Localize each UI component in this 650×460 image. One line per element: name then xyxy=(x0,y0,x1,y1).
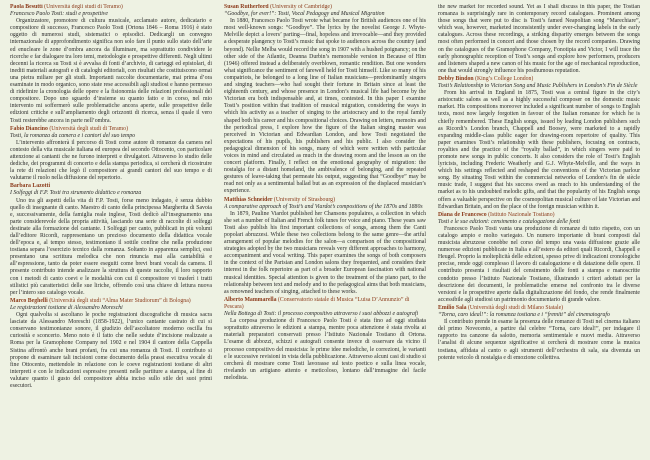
author-name: Diana de Francesco xyxy=(438,211,487,218)
abstract-heading xyxy=(438,305,640,312)
author-name: Marco Beghelli xyxy=(10,297,48,304)
author-name: Debby Bindon xyxy=(438,75,474,82)
column-right xyxy=(438,4,640,458)
author-name: Fabio Diancino xyxy=(10,125,48,132)
abstract-entry xyxy=(438,76,640,211)
abstract-entry xyxy=(10,183,212,297)
abstract-entry xyxy=(224,197,426,296)
abstract-title: “Goodbye, for ever!”: Tosti, Vocal Pedagogy and Musical Migration xyxy=(224,11,385,18)
abstract-entry xyxy=(10,4,212,125)
abstract-entry xyxy=(438,305,640,362)
abstract-body: La corposa produzione di Francesco Paolo Tosti è stata fino ad oggi studiata soprattutto attraverso le edizioni a stampa, mentre poca attenzione è stata rivolta ai materiali preparatori conservati presso l’Istituto Nazionale Tostiano di Ortona. L’esame di abbozzi, schizzi e autografi consente invece di osservare da vicino il processo compositivo del musicista: le prime idee melodiche, le correzioni, le varianti e le successive revisioni in vista della pubblicazione. Attraverso alcuni casi di studio si cercherà di mostrare come Tosti lavorasse sul testo poetico e sulla linea vocale, rivelando un artigiano attento e meticoloso, lontano dall’immagine del facile melodista. xyxy=(224,318,426,381)
abstract-title: Tosti, la romanza da camera e i cantori del suo tempo xyxy=(10,132,136,139)
abstract-heading xyxy=(438,76,640,83)
author-name: Alberto Mammarella xyxy=(224,296,277,303)
column-left xyxy=(10,4,212,458)
abstract-entry xyxy=(438,212,640,304)
abstract-title: “Torna, caro ideal!”: la romanza tostiana e i “fremiti” del cinematografo xyxy=(438,312,610,319)
abstract-body-continued: the new market for recorded sound. Yet as I shall discuss in this paper, the Tostian romanza is surprisingly rare in contemporary record catalogues. Prominent among those songs that were put to disc is Tosti’s famed Neapolitan song “Marechiare”, which was, however, marketed inconsistently under ever-changing labels in the early catalogues. Across these recordings, a striking disparity emerges between the songs most often performed in concert and those chosen by the record companies. Drawing on the catalogues of the Gramophone Company, Fonotipia and Victor, I will trace the early phonographic reception of Tosti’s songs and explore how performers, producers and listeners shaped a new canon of his music for the age of mechanical reproduction, one that would strongly influence his posthumous reputation. xyxy=(438,4,640,74)
abstract-body: From his arrival in England in 1875, Tosti was a central figure in the city’s aristocratic salons as well as a highly successful composer on the domestic music market. His compositions moreover included a significant number of songs to English texts, most now largely forgotten in favour of the Italian romanze for which he is chiefly remembered. These English songs, issued by leading London publishers such as Ricordi’s London branch, Chappell and Boosey, were marketed to a rapidly expanding middle-class public eager for drawing-room repertoire of quality. This paper examines Tosti’s relationship with these publishers, focusing on contracts, royalties and the practice of the “royalty ballad”, in which singers were paid to promote new songs in public concerts. It also considers the role of Tosti’s English lyricists, including Frederic Weatherly and G.J. Whyte-Melville, and the ways in which his settings reflected and reshaped the conventions of the Victorian parlour song. By situating Tosti within the commercial networks of London’s fin de siècle music trade, I suggest that his success owed as much to his understanding of the market as to his undoubted melodic gifts, and that the popularity of his English songs offers a valuable perspective on the cosmopolitan musical culture of late Victorian and Edwardian Britain, and on the place of the foreign musician within it. xyxy=(438,90,640,210)
abstract-body: Il contributo prende in esame la presenza delle romanze di Tosti nel cinema italiano del primo Novecento, a partire dal celebre “Torna, caro ideal!”, per indagare il rapporto tra canzone da salotto, memoria sentimentale e nuovi media. Attraverso l’analisi di alcune sequenze significative si cercherà di mostrare come la musica tostiana, affidata al canto o agli strumenti dell’orchestra di sala, sia divenuta un potente veicolo di nostalgia e di emozione collettiva. xyxy=(438,319,640,361)
abstract-body: Ogni qualvolta si ascoltano le poche registrazioni discografiche di musica sacra lasciate da Alessandro Moreschi (1858-1922), l’unico cantante castrato di cui si conservano testimonianze sonore, il giudizio dell’ascoltatore moderno oscilla fra curiosità e sconcerto. Meno noto è il fatto che nelle sedute d’incisione realizzate a Roma per la Gramophone Company nel 1902 e nel 1904 il cantore della Cappella Sistina affrontò anche brani profani, fra cui una romanza di Tosti. Il contributo si propone di esaminare tali incisioni come documento della prassi esecutiva vocale di fine Ottocento, mettendole in relazione con le coeve registrazioni tostiane di altri interpreti e con le indicazioni espressive presenti nelle partiture a stampa, al fine di valutare quanto il gusto del compositore abbia inciso sullo stile dei suoi primi esecutori. xyxy=(10,312,212,389)
abstract-entry xyxy=(10,298,212,390)
abstract-title: Nella Bottega di Tosti: il processo compositivo attraverso i suoi abbozzi e autografi xyxy=(224,311,419,318)
author-affiliation: (Conservatorio statale di Musica “Luisa D’Annunzio” di Pescara) xyxy=(224,296,410,310)
author-name: Emilio Sala xyxy=(438,304,467,311)
author-affiliation: (Università degli studi di Teramo) xyxy=(49,125,129,132)
author-affiliation: (Istituto Nazionale Tostiano) xyxy=(488,211,555,218)
abstract-heading xyxy=(10,298,212,305)
abstract-body: Organizzatore, promotore di cultura musicale, acclamato autore, dedicatario e compositore di successo, Francesco Paolo Tosti (Ortona 1846 – Roma 1916) è stato oggetto di numerosi studi, sistematici o episodici. Dedicargli un convegno internazionale di approfondimento significa non solo fare il punto sullo stato dell’arte ed enucleare le zone d’ombra ancora da illuminare, ma soprattutto condividere le ricerche e far dialogare tra loro temi, metodologie e prospettive differenti. Negli ultimi decenni la ricerca su Tosti si è avvalsa di fonti d’archivio, di carteggi ed epistolari, di inediti materiali autografi e di cataloghi editoriali, con risultati che costituiscono ormai una pietra miliare per gli studi. Importanti raccolte documentarie, mai prima d’ora esaminate in modo organico, sono state rese accessibili agli studiosi e hanno permesso di ridefinire la cronologia delle opere e la fisionomia delle relazioni professionali del compositore. Dopo uno sguardo d’insieme su quanto fatto e in corso, nel mio intervento mi soffermerò sulle problematiche ancora aperte, sulle prospettive delle edizioni critiche e sull’ampliamento degli orizzonti di ricerca, senza il quale il vero Tosti resterebbe ancora in parte nell’ombra. xyxy=(10,18,212,124)
abstract-title: Francesco Paolo Tosti: studi e prospettive xyxy=(10,11,108,18)
author-affiliation: (University of Cambridge) xyxy=(270,4,332,10)
author-name: Matthias Schneider xyxy=(224,196,273,203)
abstract-title: Tosti’s Relationship to Victorian Song and Music Publishers in London’s Fin de Siècle xyxy=(438,83,638,90)
abstract-title: Le registrazioni tostiane di Alessandro Moreschi xyxy=(10,304,123,311)
author-affiliation: (Università degli studi di Teramo) xyxy=(44,4,123,10)
abstract-body: Francesco Paolo Tosti vanta una produzione di romanze di tutto rispetto, con un catalogo ampio e molto variegato. Un numero importante di brani composti dal musicista abruzzese conobbe nel corso del tempo una vasta diffusione grazie alle numerose edizioni pubblicate in Italia e all’estero da editori quali Ricordi, Chappell e Heugel. Proprio la molteplicità delle edizioni, spesso prive di indicazioni cronologiche precise, rende oggi complesso il lavoro di catalogazione e di datazione delle opere. Il contributo presenta i risultati del censimento delle fonti a stampa e manoscritte condotto presso l’Istituto Nazionale Tostiano, illustrando i criteri adottati per la descrizione dei documenti, le problematiche emerse nel confronto tra le diverse versioni e le prospettive aperte dalla digitalizzazione del fondo, che rende finalmente accessibile agli studiosi un patrimonio documentario di grande valore. xyxy=(438,225,640,303)
abstract-heading xyxy=(10,126,212,133)
abstract-heading xyxy=(224,197,426,204)
abstract-heading xyxy=(10,4,212,11)
author-name: Paola Besutti xyxy=(10,4,43,10)
abstract-title: Tosti e le sue edizioni: censimento e catalogazione delle fonti xyxy=(438,218,580,225)
abstract-body: In 1880, Francesco Paolo Tosti wrote what became for British audiences one of his most well-known songs: “Goodbye”. The lyrics by the novelist George J. Whyte-Melville depict a lovers’ parting—final, hopeless and irrevocable—and they provided a desperate plangency to Tosti’s music that spoke to audiences across the country (and beyond). Nellie Melba would record the song in 1907 with a hushed poignancy; on the other side of the Atlantic, Deanna Durbin’s memorable version in Because of Him (1946) offered instead a deliberately overblown, romantic rendition. But one wonders what significance the sentiment of farewell held for Tosti himself. Like so many of his compatriots, he belonged to a long line of Italian musicians—predominantly singers and singing teachers—who had sought their fortune in Britain since at least the eighteenth century, and whose presence in London’s musical life had become by the Victorian era both indispensable and, at times, contested. In this paper I examine Tosti’s position within that tradition of musical migration, considering the ways in which his activity as a teacher of singing to the aristocracy and to the royal family shaped both his career and his compositional choices. Drawing on letters, memoirs and the periodical press, I explore how the figure of the Italian singing master was perceived in Victorian and Edwardian London, and how Tosti negotiated the expectations of his pupils, his publishers and his public. I also consider the pedagogical dimension of his songs, many of which were written with particular voices in mind and circulated as much in the drawing room and the lesson as on the concert platform. Finally, I reflect on the emotional geography of migration: the nostalgia for a distant homeland, the ambivalence of belonging, and the repeated gestures of leave-taking that permeate his output, suggesting that “Goodbye” may be read not only as a sentimental ballad but as an expression of the displaced musician’s experience. xyxy=(224,18,426,195)
abstract-heading xyxy=(438,212,640,219)
author-affiliation: (University of Strasbourg) xyxy=(273,196,335,203)
abstract-heading xyxy=(224,297,426,311)
abstract-body: Uno tra gli aspetti della vita di F.P. Tosti, forse meno indagato, è senza dubbio quello di insegnante di canto. Maestro di canto della principessa Margherita di Savoia e, successivamente, della famiglia reale inglese, Tosti dedicò all’insegnamento una parte considerevole della propria attività, lasciando una serie di raccolte di solfeggi destinate alla formazione del cantante. I Solfeggi per canto, pubblicati in più volumi dall’editore Ricordi, rappresentano un prezioso documento della didattica vocale dell’epoca e, al tempo stesso, testimoniano il sottile confine che nella produzione tostiana separa l’esercizio tecnico dalla romanza. Soltanto in apparenza semplici, essi presentano una scrittura melodica che non rinuncia mai alla cantabilità e all’espressione, tanto da poter essere eseguiti come brevi brani vocali da camera. Il presente contributo intende analizzare la struttura di queste raccolte, il loro rapporto con i metodi di canto coevi e le modalità con cui il compositore vi trasferì i tratti stilistici più caratteristici delle sue liriche, offrendo così una chiave di lettura nuova per l’intero suo catalogo vocale. xyxy=(10,197,212,296)
author-affiliation: (Università degli studi di Milano Statale) xyxy=(467,304,564,311)
author-name: Susan Rutherford xyxy=(224,4,269,10)
abstract-entry xyxy=(224,4,426,196)
abstract-body: In 1879, Pauline Viardot published her Chansons populaires, a collection in which she set a number of Italian and French folk tunes for voice and piano. These years saw Tosti also publish his first important collections of songs, among them the Canti popolari abruzzesi. While these two collections belong to the same genre—the artful arrangement of popular melodies for the salon—a comparison of the compositional strategies adopted by the two musicians reveals very different approaches to harmony, accompaniment and vocal writing. This paper examines the songs of both composers in the context of the Parisian and London salons they frequented, and considers their interest in the folk repertoire as part of a broader European fascination with national musical identities. Special attention is given to the treatment of the piano part, to the relationship between text and melody and to the pedagogical aims that both musicians, as renowned teachers of singing, attached to these works. xyxy=(224,210,426,295)
abstract-title: I Solfeggi di F.P. Tosti tra strumento didattico e romanza xyxy=(10,190,142,197)
abstract-entry xyxy=(10,126,212,183)
abstract-body: L’intervento affronterà il percorso di Tosti come autore di romanze da camera nel contesto della vita musicale italiana ed europea del secondo Ottocento, con particolare attenzione ai cantanti che ne furono interpreti e divulgatori. Attraverso lo studio delle dediche, dei programmi di concerto e della stampa periodica, si cercherà di ricostruire la rete di relazioni che legò il compositore ai grandi cantori del suo tempo e di valutarne il ruolo nella diffusione del repertorio. xyxy=(10,139,212,182)
author-affiliation: (King’s College London) xyxy=(475,75,534,82)
author-affiliation: (Università degli studi “Alma Mater Studiorum” di Bologna) xyxy=(49,297,191,304)
column-middle xyxy=(224,4,426,458)
abstract-title: A comparative approach of Tosti’s and Viardot’s compositions of the 1870s and 1880s xyxy=(224,203,423,210)
abstract-entry xyxy=(224,297,426,382)
author-name: Barbara Lazotti xyxy=(10,183,51,190)
